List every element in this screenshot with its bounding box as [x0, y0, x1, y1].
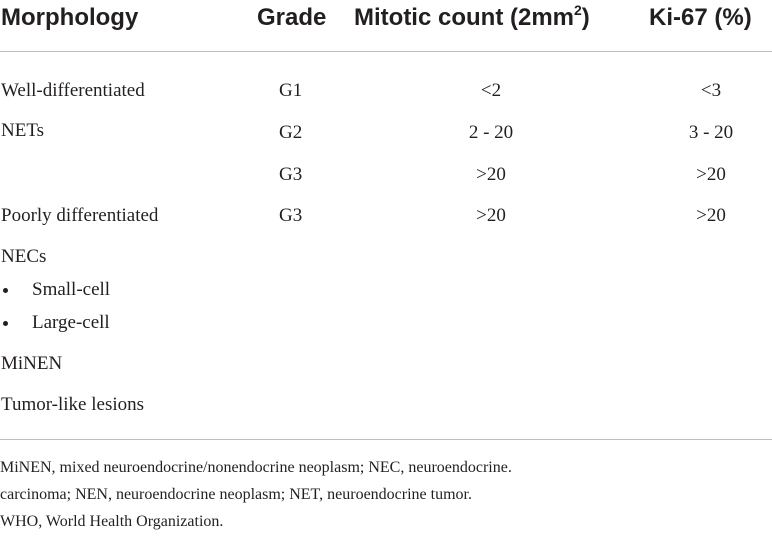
net-g2-grade: G2 [279, 122, 303, 143]
header-ki67: Ki-67 (%) [649, 4, 752, 31]
header-divider [0, 51, 772, 52]
net-g3-mitotic: >20 [476, 164, 506, 185]
bullet-icon [3, 288, 8, 293]
header-morphology: Morphology [1, 4, 139, 31]
footnote-line3: WHO, World Health Organization. [0, 513, 224, 530]
footnote-line1: MiNEN, mixed neuroendocrine/nonendocrine neoplasm; NEC, neuroendocrine. [0, 459, 512, 476]
nec-g3-mitotic: >20 [476, 205, 506, 226]
header-mitotic-superscript: 2 [574, 2, 582, 18]
net-g2-ki67: 3 - 20 [688, 122, 734, 143]
list-item-label: Large-cell [32, 312, 110, 333]
footnote-line2: carcinoma; NEN, neuroendocrine neoplasm; NET, neuroendocrine tumor. [0, 486, 472, 503]
net-g3-grade: G3 [279, 164, 303, 185]
net-g1-grade: G1 [279, 80, 303, 101]
header-mitotic-close: ) [581, 4, 590, 31]
net-label-line2: NETs [1, 120, 45, 141]
table-bottom-divider [0, 439, 772, 440]
header-grade: Grade [257, 4, 327, 31]
net-g3-ki67: >20 [696, 164, 726, 185]
header-mitotic-count [354, 3, 590, 33]
nec-label-line2: NECs [1, 246, 47, 267]
minen-label: MiNEN [1, 353, 63, 374]
tumor-like-label: Tumor-like lesions [1, 394, 145, 415]
header-mitotic-text: Mitotic count (2mm [354, 4, 574, 31]
net-label-line1: Well-differentiated [1, 80, 145, 101]
nec-label-line1: Poorly differentiated [1, 205, 159, 226]
net-g1-mitotic: <2 [480, 80, 502, 101]
net-g2-mitotic: 2 - 20 [468, 122, 514, 143]
net-g1-ki67: <3 [700, 80, 722, 101]
list-item-label: Small-cell [32, 279, 111, 300]
bullet-icon [3, 321, 8, 326]
nec-g3-grade: G3 [279, 205, 303, 226]
nec-g3-ki67: >20 [696, 205, 726, 226]
